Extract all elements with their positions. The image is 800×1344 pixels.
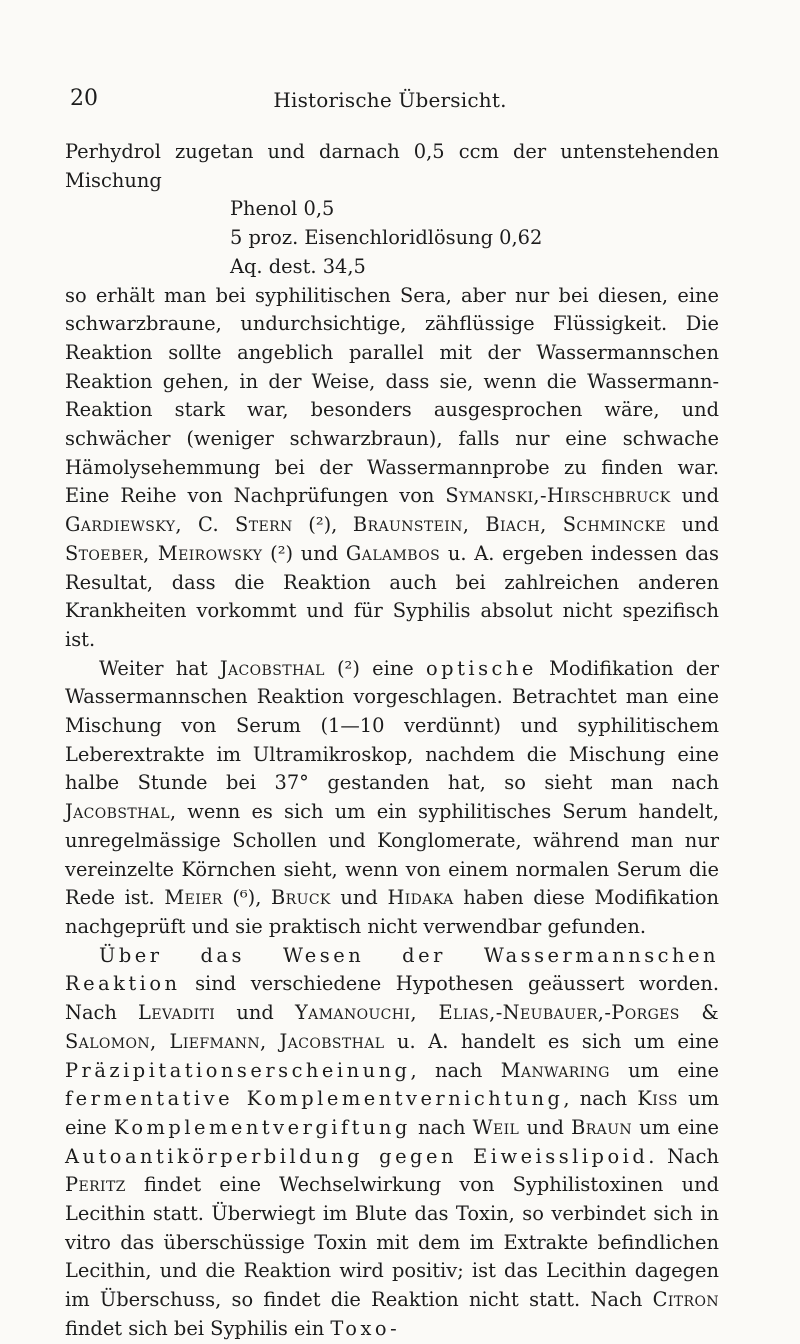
- author-name: Braun: [571, 1115, 633, 1139]
- author-name: Symanski,-Hirschbruck: [445, 484, 671, 508]
- emphasis-spaced: Toxo-: [330, 1316, 401, 1340]
- page-header: [70, 86, 710, 116]
- emphasis-spaced: Autoantikörperbildung gegen Eiweisslipoid: [65, 1144, 649, 1168]
- page-number: 20: [70, 86, 98, 111]
- text-run: um eine: [65, 1087, 720, 1139]
- text-run: Weiter hat: [99, 656, 220, 680]
- author-name: Peritz: [65, 1173, 126, 1197]
- emphasis-spaced: Präzipitationserscheinung: [65, 1058, 411, 1082]
- text-run: haben diese Modifikation nachgeprüft und sie praktisch nicht verwendbar gefunden.: [65, 886, 719, 938]
- author-name: Levaditi: [138, 1001, 216, 1025]
- text-run: (²) eine: [324, 656, 426, 680]
- recipe-line-eisenchlorid: 5 proz. Eisenchloridlösung 0,62: [230, 226, 543, 250]
- author-name: Yamanouchi, Elias,-Neubauer,-Porges & Salomon, Liefmann, Jacobsthal: [65, 1001, 719, 1053]
- author-name: Meier: [164, 886, 223, 910]
- text-run: u. A. handelt es sich um eine: [384, 1029, 719, 1053]
- text-run: findet sich bei Syphilis ein: [65, 1316, 331, 1340]
- recipe-list: [65, 195, 719, 281]
- text-run: , nach: [410, 1058, 501, 1082]
- author-name: Hidaka: [387, 886, 454, 910]
- text-run: , nach: [563, 1087, 638, 1111]
- author-name: Braunstein, Biach, Schmincke: [352, 513, 667, 537]
- emphasis-spaced: optische: [425, 656, 537, 680]
- text-run: nach: [410, 1115, 473, 1139]
- recipe-line-phenol: Phenol 0,5: [230, 197, 335, 221]
- author-name: Gardiewsky, C. Stern: [65, 513, 293, 537]
- emphasis-spaced: fermentative Komplementvernichtung: [65, 1087, 564, 1111]
- text-run: und: [670, 484, 719, 508]
- text-run: , wenn es sich um ein syphilitisches Serum handelt, unregelmässige Schollen und Konglomerate, während man nur vereinzelte Körnchen sieht, wenn von einem normalen Serum die Rede ist.: [65, 800, 719, 910]
- recipe-line-aq-dest: Aq. dest. 34,5: [230, 254, 366, 278]
- paragraph-optical-modification: [65, 655, 719, 942]
- author-name: Bruck: [271, 886, 331, 910]
- author-name: Stoeber, Meirowsky: [65, 541, 263, 565]
- author-name: Citron: [652, 1288, 719, 1312]
- text-run: und: [215, 1001, 295, 1025]
- text-run: und: [330, 886, 388, 910]
- author-name: Kiss: [637, 1087, 678, 1111]
- text-run: sind verschiedene Hypothesen geäussert worden. Nach: [65, 972, 719, 1025]
- text-run: (⁶),: [222, 886, 272, 910]
- text-run: um eine: [609, 1058, 720, 1082]
- body-text: [65, 138, 719, 1344]
- text-run: u. A. ergeben indessen das Resultat, dass die Reaktion auch bei zahlreichen anderen Krankheiten vorkommt und für Syphilis absolut nicht spezifisch ist.: [65, 541, 719, 651]
- text-run: und: [519, 1115, 572, 1139]
- text-run: . Nach: [648, 1144, 719, 1168]
- author-name: Jacobsthal: [65, 800, 170, 824]
- author-name: Jacobsthal: [219, 656, 325, 680]
- text-run: (²),: [292, 513, 353, 537]
- emphasis-spaced: Komplementvergiftung: [113, 1115, 411, 1139]
- text-run: findet eine Wechselwirkung von Syphilistoxinen und Lecithin statt. Überwiegt im Blute das Toxin, so verbindet sich in vitro das überschüssige Toxin mit dem im Extrakte befindlichen Lecithin, und die Reaktion wird positiv; ist das Lecithin dagegen im Überschuss, so findet die Reaktion nicht statt. Nach: [65, 1173, 719, 1312]
- text-run: Modifikation der Wassermannschen Reaktion vorgeschlagen. Betrachtet man eine Mischung von Serum (1—10 verdünnt) und syphilitischem Leberextrakte im Ultramikroskop, nachdem die Mischung eine halbe Stunde bei 37° gestanden hat, so sieht man nach: [65, 656, 719, 795]
- text-run: (²) und: [262, 541, 346, 565]
- intro-paragraph: Perhydrol zugetan und darnach 0,5 ccm der untenstehenden Mischung: [65, 140, 719, 192]
- text-run: so erhält man bei syphilitischen Sera, aber nur bei diesen, eine schwarzbraune, undurchsichtige, zähflüssige Flüssigkeit. Die Reaktion sollte angeblich parallel mit der Wassermannschen Reaktion gehen, in der Weise, dass sie, wenn die Wassermann-Reaktion stark war, besonders ausgesprochen wäre, und schwächer (weniger schwarzbraun), falls nur eine schwache Hämolysehemmung bei der Wassermannprobe zu finden war. Eine Reihe von Nachprüfungen von: [65, 283, 719, 508]
- emphasis-spaced: Über das Wesen der Wassermannschen Reaktion: [65, 943, 719, 996]
- running-head: Historische Übersicht.: [273, 88, 507, 112]
- text-run: um eine: [632, 1115, 720, 1139]
- author-name: Manwaring: [500, 1058, 610, 1082]
- paragraph-reaction-results: [65, 282, 719, 655]
- author-name: Galambos: [345, 541, 441, 565]
- text-run: und: [666, 513, 719, 537]
- paragraph-nature-of-reaction: [65, 942, 719, 1344]
- author-name: Weil: [472, 1115, 520, 1139]
